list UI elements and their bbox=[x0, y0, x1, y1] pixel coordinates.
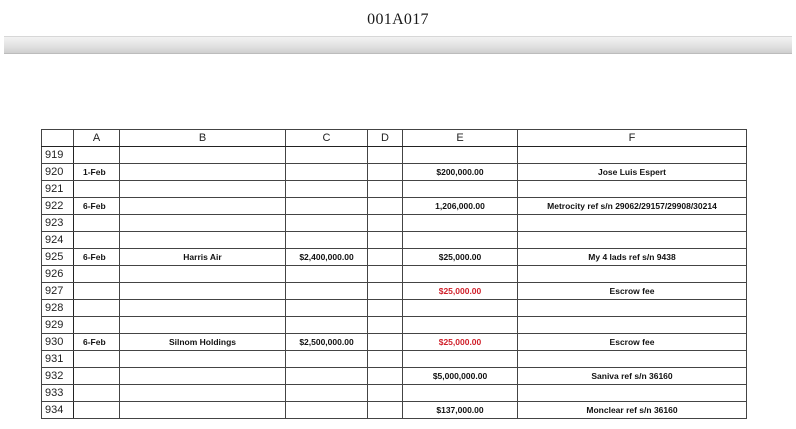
table-row bbox=[42, 385, 747, 402]
cell-f: Metrocity ref s/n 29062/29157/29908/30214 bbox=[518, 198, 747, 215]
column-header-f: F bbox=[518, 130, 747, 147]
column-header-e: E bbox=[403, 130, 518, 147]
cell-e: $137,000.00 bbox=[403, 402, 518, 419]
cell-a bbox=[74, 215, 120, 232]
cell-c bbox=[286, 232, 368, 249]
cell-d bbox=[368, 266, 403, 283]
cell-a bbox=[74, 232, 120, 249]
cell-a bbox=[74, 266, 120, 283]
cell-d bbox=[368, 300, 403, 317]
table-row bbox=[42, 351, 747, 368]
corner-cell bbox=[42, 130, 74, 147]
cell-a bbox=[74, 351, 120, 368]
cell-c: $2,500,000.00 bbox=[286, 334, 368, 351]
cell-b: Harris Air bbox=[120, 249, 286, 266]
table-row bbox=[42, 368, 747, 385]
table-row bbox=[42, 164, 747, 181]
cell-f bbox=[518, 232, 747, 249]
cell-f bbox=[518, 317, 747, 334]
row-number: 925 bbox=[42, 249, 74, 266]
column-header-b: B bbox=[120, 130, 286, 147]
cell-d bbox=[368, 402, 403, 419]
cell-f bbox=[518, 147, 747, 164]
cell-e bbox=[403, 181, 518, 198]
row-number: 926 bbox=[42, 266, 74, 283]
cell-c bbox=[286, 181, 368, 198]
cell-c bbox=[286, 402, 368, 419]
table-row bbox=[42, 283, 747, 300]
cell-d bbox=[368, 249, 403, 266]
cell-b bbox=[120, 368, 286, 385]
cell-e: $5,000,000.00 bbox=[403, 368, 518, 385]
cell-d bbox=[368, 385, 403, 402]
cell-a: 6-Feb bbox=[74, 334, 120, 351]
cell-f bbox=[518, 181, 747, 198]
cell-e bbox=[403, 232, 518, 249]
toolbar-band bbox=[4, 36, 792, 54]
cell-a bbox=[74, 368, 120, 385]
row-number: 931 bbox=[42, 351, 74, 368]
table-row bbox=[42, 402, 747, 419]
table-row bbox=[42, 249, 747, 266]
table-row bbox=[42, 215, 747, 232]
cell-e: $200,000.00 bbox=[403, 164, 518, 181]
column-header-row bbox=[42, 130, 747, 147]
cell-b: Silnom Holdings bbox=[120, 334, 286, 351]
table-row bbox=[42, 232, 747, 249]
cell-d bbox=[368, 283, 403, 300]
cell-b bbox=[120, 317, 286, 334]
cell-c bbox=[286, 215, 368, 232]
cell-e bbox=[403, 300, 518, 317]
cell-f bbox=[518, 215, 747, 232]
cell-b bbox=[120, 164, 286, 181]
sheet-body bbox=[42, 147, 747, 419]
row-number: 921 bbox=[42, 181, 74, 198]
cell-c: $2,400,000.00 bbox=[286, 249, 368, 266]
cell-d bbox=[368, 198, 403, 215]
cell-c bbox=[286, 283, 368, 300]
cell-f: Jose Luis Espert bbox=[518, 164, 747, 181]
cell-f bbox=[518, 266, 747, 283]
cell-e bbox=[403, 385, 518, 402]
cell-a bbox=[74, 385, 120, 402]
table-row bbox=[42, 147, 747, 164]
row-number: 922 bbox=[42, 198, 74, 215]
cell-a bbox=[74, 402, 120, 419]
cell-e: $25,000.00 bbox=[403, 249, 518, 266]
row-number: 920 bbox=[42, 164, 74, 181]
cell-d bbox=[368, 164, 403, 181]
cell-a bbox=[74, 181, 120, 198]
document-id: 001A017 bbox=[367, 11, 429, 28]
cell-b bbox=[120, 385, 286, 402]
row-number: 928 bbox=[42, 300, 74, 317]
cell-b bbox=[120, 266, 286, 283]
cell-c bbox=[286, 317, 368, 334]
row-number: 933 bbox=[42, 385, 74, 402]
table-row bbox=[42, 334, 747, 351]
cell-a bbox=[74, 300, 120, 317]
cell-b bbox=[120, 147, 286, 164]
cell-a: 6-Feb bbox=[74, 249, 120, 266]
cell-d bbox=[368, 351, 403, 368]
spreadsheet-table bbox=[41, 129, 747, 419]
cell-f: Saniva ref s/n 36160 bbox=[518, 368, 747, 385]
cell-b bbox=[120, 351, 286, 368]
cell-e bbox=[403, 317, 518, 334]
cell-a bbox=[74, 283, 120, 300]
cell-e bbox=[403, 215, 518, 232]
column-header-a: A bbox=[74, 130, 120, 147]
cell-d bbox=[368, 232, 403, 249]
cell-b bbox=[120, 402, 286, 419]
cell-c bbox=[286, 164, 368, 181]
cell-f bbox=[518, 300, 747, 317]
cell-d bbox=[368, 368, 403, 385]
cell-b bbox=[120, 300, 286, 317]
table-row bbox=[42, 181, 747, 198]
table-row bbox=[42, 300, 747, 317]
cell-d bbox=[368, 317, 403, 334]
row-number: 927 bbox=[42, 283, 74, 300]
cell-d bbox=[368, 147, 403, 164]
row-number: 930 bbox=[42, 334, 74, 351]
cell-c bbox=[286, 385, 368, 402]
table-row bbox=[42, 198, 747, 215]
cell-b bbox=[120, 181, 286, 198]
row-number: 919 bbox=[42, 147, 74, 164]
cell-b bbox=[120, 283, 286, 300]
cell-b bbox=[120, 232, 286, 249]
cell-f: Escrow fee bbox=[518, 283, 747, 300]
cell-b bbox=[120, 198, 286, 215]
row-number: 932 bbox=[42, 368, 74, 385]
cell-d bbox=[368, 334, 403, 351]
cell-e bbox=[403, 147, 518, 164]
cell-c bbox=[286, 198, 368, 215]
cell-e: $25,000.00 bbox=[403, 334, 518, 351]
cell-e: $25,000.00 bbox=[403, 283, 518, 300]
cell-b bbox=[120, 215, 286, 232]
cell-c bbox=[286, 147, 368, 164]
cell-a bbox=[74, 147, 120, 164]
cell-c bbox=[286, 266, 368, 283]
cell-e bbox=[403, 266, 518, 283]
cell-f bbox=[518, 351, 747, 368]
row-number: 934 bbox=[42, 402, 74, 419]
cell-a: 6-Feb bbox=[74, 198, 120, 215]
table-row bbox=[42, 266, 747, 283]
cell-f: Monclear ref s/n 36160 bbox=[518, 402, 747, 419]
cell-a: 1-Feb bbox=[74, 164, 120, 181]
row-number: 923 bbox=[42, 215, 74, 232]
cell-e: 1,206,000.00 bbox=[403, 198, 518, 215]
cell-c bbox=[286, 300, 368, 317]
cell-f: Escrow fee bbox=[518, 334, 747, 351]
cell-c bbox=[286, 368, 368, 385]
cell-c bbox=[286, 351, 368, 368]
table-row bbox=[42, 317, 747, 334]
cell-d bbox=[368, 181, 403, 198]
row-number: 924 bbox=[42, 232, 74, 249]
cell-a bbox=[74, 317, 120, 334]
cell-f: My 4 lads ref s/n 9438 bbox=[518, 249, 747, 266]
cell-e bbox=[403, 351, 518, 368]
cell-d bbox=[368, 215, 403, 232]
column-header-d: D bbox=[368, 130, 403, 147]
cell-f bbox=[518, 385, 747, 402]
column-header-c: C bbox=[286, 130, 368, 147]
row-number: 929 bbox=[42, 317, 74, 334]
